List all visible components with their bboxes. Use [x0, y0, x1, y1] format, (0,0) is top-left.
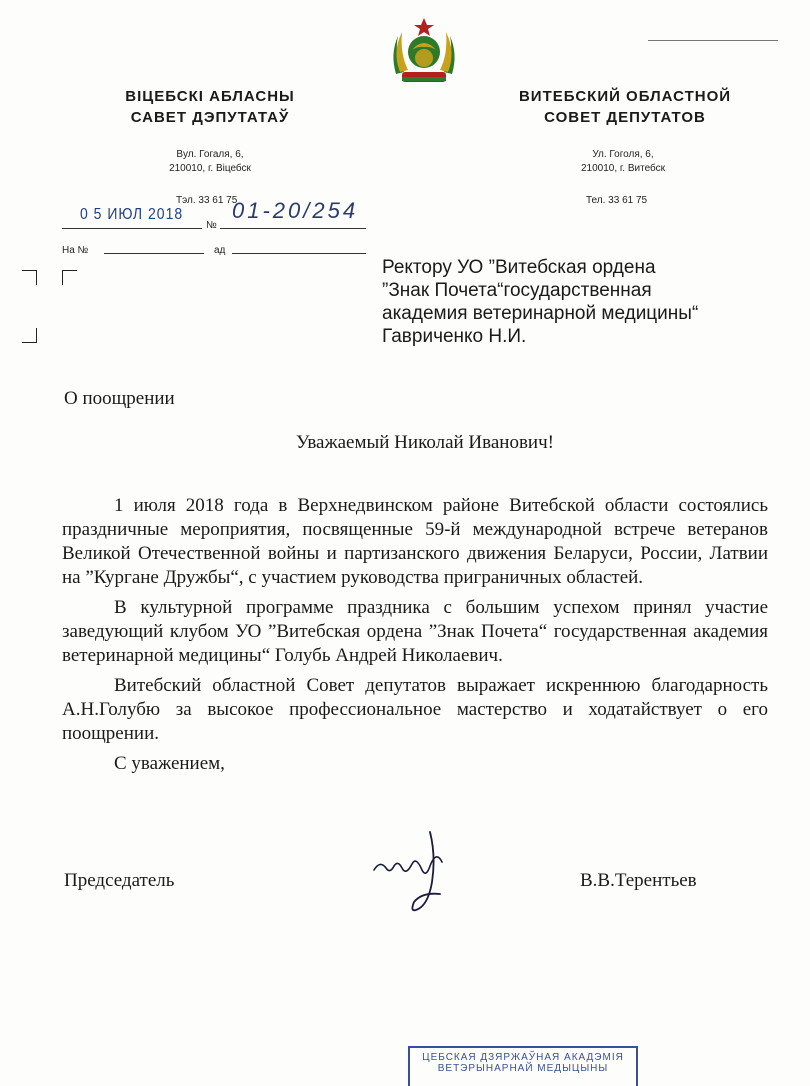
- signature-name: В.В.Терентьев: [580, 870, 697, 891]
- stamp-line2: ВЕТЭРЫНАРНАЙ МЕДЫЦЫНЫ: [437, 1063, 609, 1074]
- signature-mark-icon: [366, 826, 466, 916]
- right-org-name: [500, 86, 750, 128]
- date-line: [62, 228, 202, 229]
- left-address: [120, 148, 300, 176]
- right-org-line2: СОВЕТ ДЕПУТАТОВ: [544, 109, 706, 126]
- on-number-label: На №: [62, 245, 89, 256]
- paragraph-1: 1 июля 2018 года в Верхнедвинском районе Витебской области состоялись праздничные мероприятия, посвященные 59-й международной встрече ветеранов Великой Отечественной войны и партизанского движения Беларуси, России, Латвии на ”Кургане Дружбы“, с участием руководства приграничных областей.: [62, 495, 768, 588]
- number-line: [220, 228, 366, 229]
- recipient-line3: академия ветеринарной медицины“: [382, 303, 699, 324]
- right-address: [538, 148, 708, 176]
- right-addr-line1: Ул. Гоголя, 6,: [592, 149, 654, 160]
- recipient-line1: Ректору УО ”Витебская ордена: [382, 257, 656, 278]
- from-line: [232, 253, 366, 254]
- number-label: №: [206, 220, 217, 231]
- letter-body: [62, 494, 768, 776]
- academy-stamp: [408, 1046, 638, 1086]
- from-label: ад: [214, 245, 226, 256]
- left-addr-line1: Вул. Гогаля, 6,: [176, 149, 244, 160]
- belarus-emblem-icon: [386, 14, 462, 90]
- closing: С уважением,: [114, 753, 225, 774]
- recipient-line2: ”Знак Почета“государственная: [382, 280, 652, 301]
- right-tel: Тел. 33 61 75: [586, 195, 648, 206]
- left-org-name: [90, 86, 330, 128]
- subject: О поощрении: [64, 388, 175, 409]
- paragraph-2: В культурной программе праздника с большим успехом принял участие заведующий клубом УО ”Витебская ордена ”Знак Почета“ государственная академия ветеринарной медицины“ Голубь Андрей Николаевич.: [62, 597, 768, 666]
- left-org-line2: САВЕТ ДЭПУТАТАЎ: [130, 109, 290, 126]
- left-tel: Тэл. 33 61 75: [176, 195, 238, 206]
- stamp-line1: ЦЕБСКАЯ ДЗЯРЖАЎНАЯ АКАДЭМІЯ: [422, 1052, 624, 1063]
- on-number-line: [104, 253, 204, 254]
- left-addr-line2: 210010, г. Віцебск: [169, 163, 251, 174]
- paragraph-3: Витебский областной Совет депутатов выражает искреннюю благодарность А.Н.Голубю за высокое профессиональное мастерство и ходатайствует о его поощрении.: [62, 675, 768, 744]
- handwritten-number: 01-20/254: [232, 198, 359, 223]
- bracket-top-left: [22, 270, 37, 285]
- left-org-line1: ВІЦЕБСКІ АБЛАСНЫ: [125, 88, 295, 105]
- recipient-block: [382, 256, 802, 348]
- salutation: Уважаемый Николай Иванович!: [296, 432, 554, 453]
- bracket-bottom-left: [22, 328, 37, 343]
- right-addr-line2: 210010, г. Витебск: [580, 163, 666, 174]
- top-right-line: [648, 40, 778, 41]
- date-stamp: 0 5 ИЮЛ 2018: [80, 203, 184, 223]
- bracket-top-inner: [62, 270, 77, 285]
- right-org-line1: ВИТЕБСКИЙ ОБЛАСТНОЙ: [518, 88, 732, 105]
- signature-position: Председатель: [64, 870, 175, 891]
- recipient-line4: Гавриченко Н.И.: [382, 326, 527, 347]
